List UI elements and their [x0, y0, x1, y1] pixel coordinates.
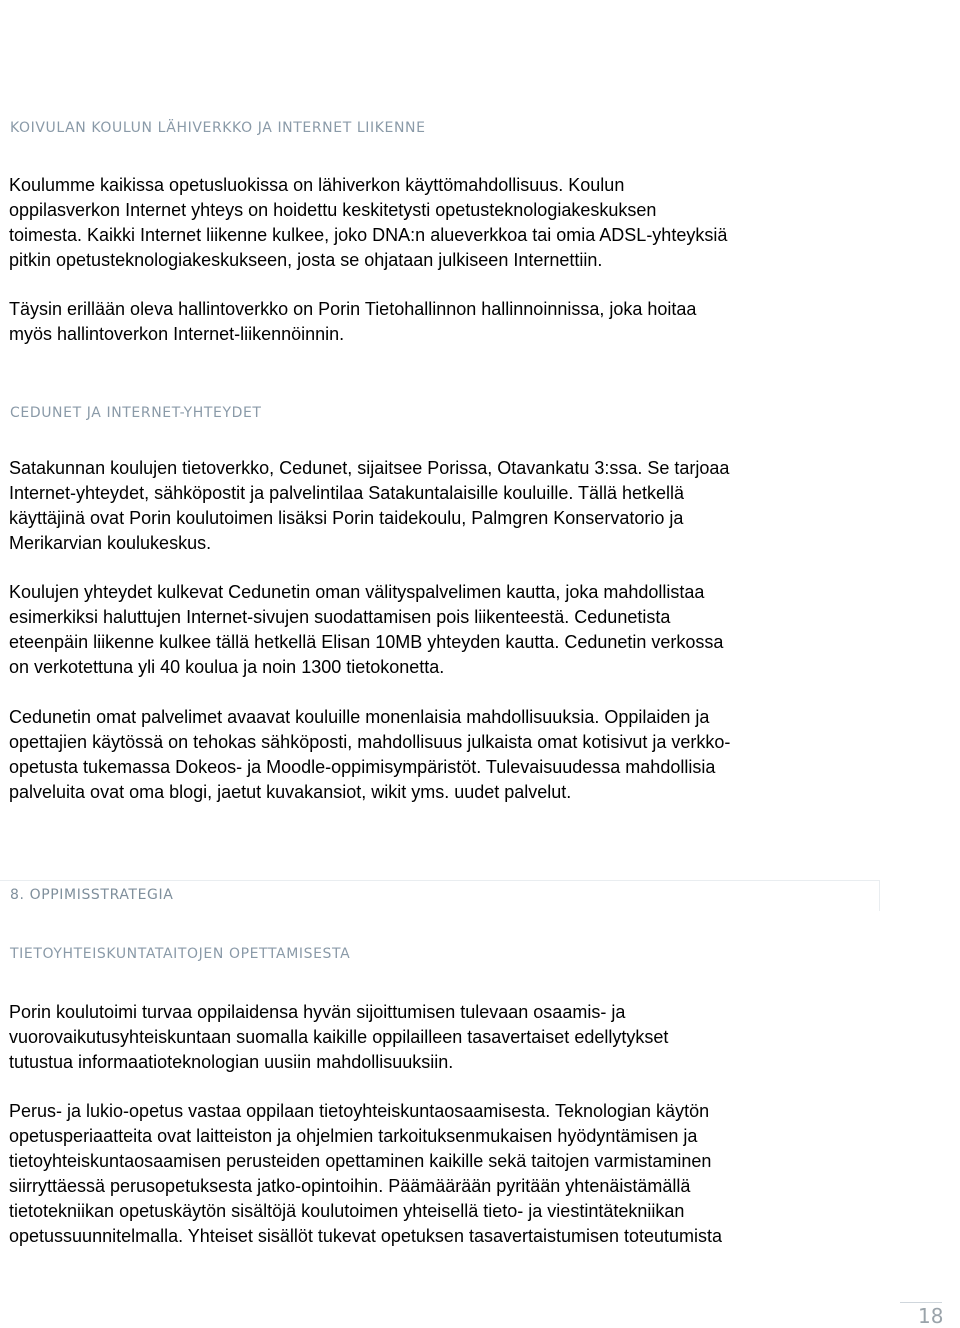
text-line: tietotekniikan opetuskäytön sisältöjä koulutoimen yhteisellä tieto- ja viestintätekniikan [9, 1201, 685, 1221]
text-line: Koulumme kaikissa opetusluokissa on lähiverkon käyttömahdollisuus. Koulun [9, 175, 625, 195]
text-line: siirryttäessä perusopetuksesta jatko-opintoihin. Päämäärään pyritään yhtenäistämällä [9, 1176, 691, 1196]
text-line: opetusta tukemassa Dokeos- ja Moodle-oppimisympäristöt. Tulevaisuudessa mahdollisia [9, 757, 716, 777]
text-line: käyttäjinä ovat Porin koulutoimen lisäksi Porin taidekoulu, Palmgren Konservatorio ja [9, 508, 684, 528]
text-line: Perus- ja lukio-opetus vastaa oppilaan tietoyhteiskuntaosaamisesta. Teknologian käytön [9, 1101, 710, 1121]
text-line: Internet-yhteydet, sähköpostit ja palvelintilaa Satakuntalaisille kouluille. Tällä hetkellä [9, 483, 685, 503]
paragraph-cedunet-services [9, 705, 730, 805]
section-heading-cedunet: CEDUNET JA INTERNET-YHTEYDET [10, 405, 262, 421]
text-line: tietoyhteiskuntaosaamisen perusteiden opettaminen kaikille sekä taitojen varmistaminen [9, 1151, 712, 1171]
page-number: 18 [918, 1304, 944, 1328]
text-line: toimesta. Kaikki Internet liikenne kulkee, joko DNA:n alueverkkoa tai omia ADSL-yhteyksiä [9, 225, 728, 245]
text-line: myös hallintoverkon Internet-liikennöinnin. [9, 324, 345, 344]
text-line: eteenpäin liikenne kulkee tällä hetkellä Elisan 10MB yhteyden kautta. Cedunetin verkossa [9, 632, 724, 652]
text-line: Täysin erillään oleva hallintoverkko on Porin Tietohallinnon hallinnoinnissa, joka hoitaa [9, 299, 697, 319]
text-line: on verkotettuna yli 40 koulua ja noin 1300 tietokonetta. [9, 657, 445, 677]
text-line: tutustua informaatioteknologian uusiin mahdollisuuksiin. [9, 1052, 454, 1072]
text-line: oppilasverkon Internet yhteys on hoidettu keskitetysti opetusteknologiakeskuksen [9, 200, 657, 220]
text-line: Koulujen yhteydet kulkevat Cedunetin oman välityspalvelimen kautta, joka mahdollistaa [9, 582, 705, 602]
text-line: esimerkiksi haluttujen Internet-sivujen suodattamisen pois liikenteestä. Cedunetista [9, 607, 671, 627]
paragraph-lan-intro [9, 173, 727, 273]
paragraph-admin-network [9, 297, 696, 347]
paragraph-teaching-details [9, 1099, 722, 1249]
text-line: Porin koulutoimi turvaa oppilaidensa hyvän sijoittumisen tulevaan osaamis- ja [9, 1002, 626, 1022]
chapter-heading: 8. OPPIMISSTRATEGIA [10, 887, 174, 903]
section-heading-lan: KOIVULAN KOULUN LÄHIVERKKO JA INTERNET LIIKENNE [10, 120, 426, 136]
section-heading-teaching: TIETOYHTEISKUNTATAITOJEN OPETTAMISESTA [10, 946, 351, 962]
paragraph-cedunet-intro [9, 456, 729, 556]
text-line: opetussuunnitelmalla. Yhteiset sisällöt tukevat opetuksen tasavertaistumisen toteutumista [9, 1226, 723, 1246]
text-line: pitkin opetusteknologiakeskukseen, josta se ohjataan julkiseen Internettiin. [9, 250, 603, 270]
chapter-divider-edge [879, 881, 880, 911]
text-line: opetusperiaatteita ovat laitteiston ja ohjelmien tarkoituksenmukaisen hyödyntämisen ja [9, 1126, 698, 1146]
text-line: Satakunnan koulujen tietoverkko, Cedunet, sijaitsee Porissa, Otavankatu 3:ssa. Se tarjoaa [9, 458, 730, 478]
text-line: opettajien käytössä on tehokas sähköposti, mahdollisuus julkaista omat kotisivut ja verkko- [9, 732, 731, 752]
paragraph-cedunet-connections [9, 580, 723, 680]
paragraph-teaching-intro [9, 1000, 668, 1075]
text-line: Cedunetin omat palvelimet avaavat kouluille monenlaisia mahdollisuuksia. Oppilaiden ja [9, 707, 710, 727]
page-number-rule [900, 1302, 942, 1303]
text-line: vuorovaikutusyhteiskuntaan suomalla kaikille oppilailleen tasavertaiset edellytykset [9, 1027, 669, 1047]
text-line: palveluita ovat oma blogi, jaetut kuvakansiot, wikit yms. uudet palvelut. [9, 782, 572, 802]
text-line: Merikarvian koulukeskus. [9, 533, 212, 553]
